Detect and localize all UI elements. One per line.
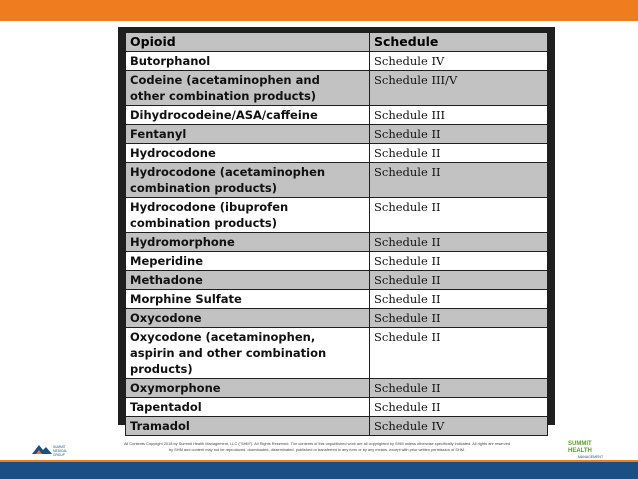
table-row xyxy=(126,417,548,436)
opioid-name-cell xyxy=(126,328,370,379)
bottom-brand-bar xyxy=(0,462,638,479)
opioid-name-line: Butorphanol xyxy=(130,54,211,68)
table-row xyxy=(126,328,548,379)
header-schedule: Schedule xyxy=(370,33,548,52)
schedule-cell: Schedule IV xyxy=(370,417,548,436)
opioid-name-cell xyxy=(126,309,370,328)
table-row xyxy=(126,309,548,328)
logo-subtitle: MANAGEMENT xyxy=(578,455,604,459)
table-row xyxy=(126,163,548,198)
schedule-cell: Schedule II xyxy=(370,398,548,417)
opioid-schedule-table xyxy=(118,27,555,433)
schedule-cell: Schedule II xyxy=(370,163,548,198)
opioid-name-cell xyxy=(126,379,370,398)
svg-text:MEDICAL: MEDICAL xyxy=(53,449,68,453)
table-row xyxy=(126,71,548,106)
opioid-name-line: Codeine (acetaminophen and xyxy=(130,73,320,87)
table-row xyxy=(126,290,548,309)
opioid-name-line: products) xyxy=(130,362,193,376)
schedule-cell: Schedule III/V xyxy=(370,71,548,106)
opioid-name-cell xyxy=(126,271,370,290)
table-row xyxy=(126,144,548,163)
summit-health-management-logo xyxy=(568,441,616,458)
opioid-name-line: Hydromorphone xyxy=(130,235,235,249)
schedule-cell: Schedule II xyxy=(370,198,548,233)
opioid-name-line: Oxycodone xyxy=(130,311,202,325)
schedule-cell: Schedule II xyxy=(370,252,548,271)
opioid-name-line: Hydrocodone xyxy=(130,146,216,160)
table-row xyxy=(126,271,548,290)
opioid-name-cell xyxy=(126,233,370,252)
opioid-name-line: Tapentadol xyxy=(130,400,202,414)
svg-text:GROUP: GROUP xyxy=(53,453,65,457)
opioid-name-line: Hydrocodone (acetaminophen xyxy=(130,165,326,179)
opioid-name-cell xyxy=(126,290,370,309)
schedule-cell: Schedule II xyxy=(370,328,548,379)
summit-medical-group-logo xyxy=(30,441,70,458)
schedule-cell: Schedule III xyxy=(370,106,548,125)
opioid-name-cell xyxy=(126,198,370,233)
opioid-name-line: Oxycodone (acetaminophen, xyxy=(130,330,316,344)
schedule-cell: Schedule II xyxy=(370,233,548,252)
opioid-name-cell xyxy=(126,71,370,106)
table-row xyxy=(126,52,548,71)
opioid-name-line: Morphine Sulfate xyxy=(130,292,242,306)
schedule-cell: Schedule II xyxy=(370,144,548,163)
table-row xyxy=(126,379,548,398)
schedule-cell: Schedule II xyxy=(370,125,548,144)
opioid-name-line: Methadone xyxy=(130,273,203,287)
opioid-name-line: combination products) xyxy=(130,181,277,195)
top-accent-bar xyxy=(0,0,638,21)
copyright-line-1: All Contents Copyright 2018 by Summit Health Management, LLC ("SHM"). All Rights Reserved. The contents of this unpublished work are all copyrighted by SHM unless otherwise specifically indicated. All rights are reserved xyxy=(123,441,511,446)
table-header-row xyxy=(126,33,548,52)
copyright-footer xyxy=(72,441,562,453)
opioid-name-cell xyxy=(126,417,370,436)
table-row xyxy=(126,198,548,233)
table-row xyxy=(126,106,548,125)
opioid-name-line: Dihydrocodeine/ASA/caffeine xyxy=(130,108,318,122)
schedule-cell: Schedule II xyxy=(370,379,548,398)
opioid-name-line: Fentanyl xyxy=(130,127,187,141)
header-opioid: Opioid xyxy=(126,33,370,52)
opioid-name-line: aspirin and other combination xyxy=(130,346,327,360)
opioid-name-cell xyxy=(126,125,370,144)
schedule-cell: Schedule II xyxy=(370,271,548,290)
table-row xyxy=(126,398,548,417)
svg-text:SUMMIT: SUMMIT xyxy=(53,445,66,449)
opioid-name-line: Hydrocodone (ibuprofen xyxy=(130,200,289,214)
opioid-name-line: other combination products) xyxy=(130,89,317,103)
opioid-name-cell xyxy=(126,144,370,163)
table-row xyxy=(126,233,548,252)
table-row xyxy=(126,252,548,271)
opioid-name-cell xyxy=(126,106,370,125)
opioid-name-line: Meperidine xyxy=(130,254,204,268)
opioid-name-line: combination products) xyxy=(130,216,277,230)
logo-wordmark: SUMMIT HEALTH xyxy=(568,441,592,454)
copyright-line-2: by SHM and content may not be reproduced, downloaded, disseminated, published or transferred in any form or by any means, except with prior written permission of SHM. xyxy=(168,447,466,452)
opioid-name-line: Tramadol xyxy=(130,419,190,433)
table-row xyxy=(126,125,548,144)
opioid-name-cell xyxy=(126,252,370,271)
opioid-name-line: Oxymorphone xyxy=(130,381,221,395)
opioid-name-cell xyxy=(126,398,370,417)
opioid-name-cell xyxy=(126,163,370,198)
opioid-name-cell xyxy=(126,52,370,71)
schedule-cell: Schedule IV xyxy=(370,52,548,71)
schedule-cell: Schedule II xyxy=(370,309,548,328)
schedule-cell: Schedule II xyxy=(370,290,548,309)
